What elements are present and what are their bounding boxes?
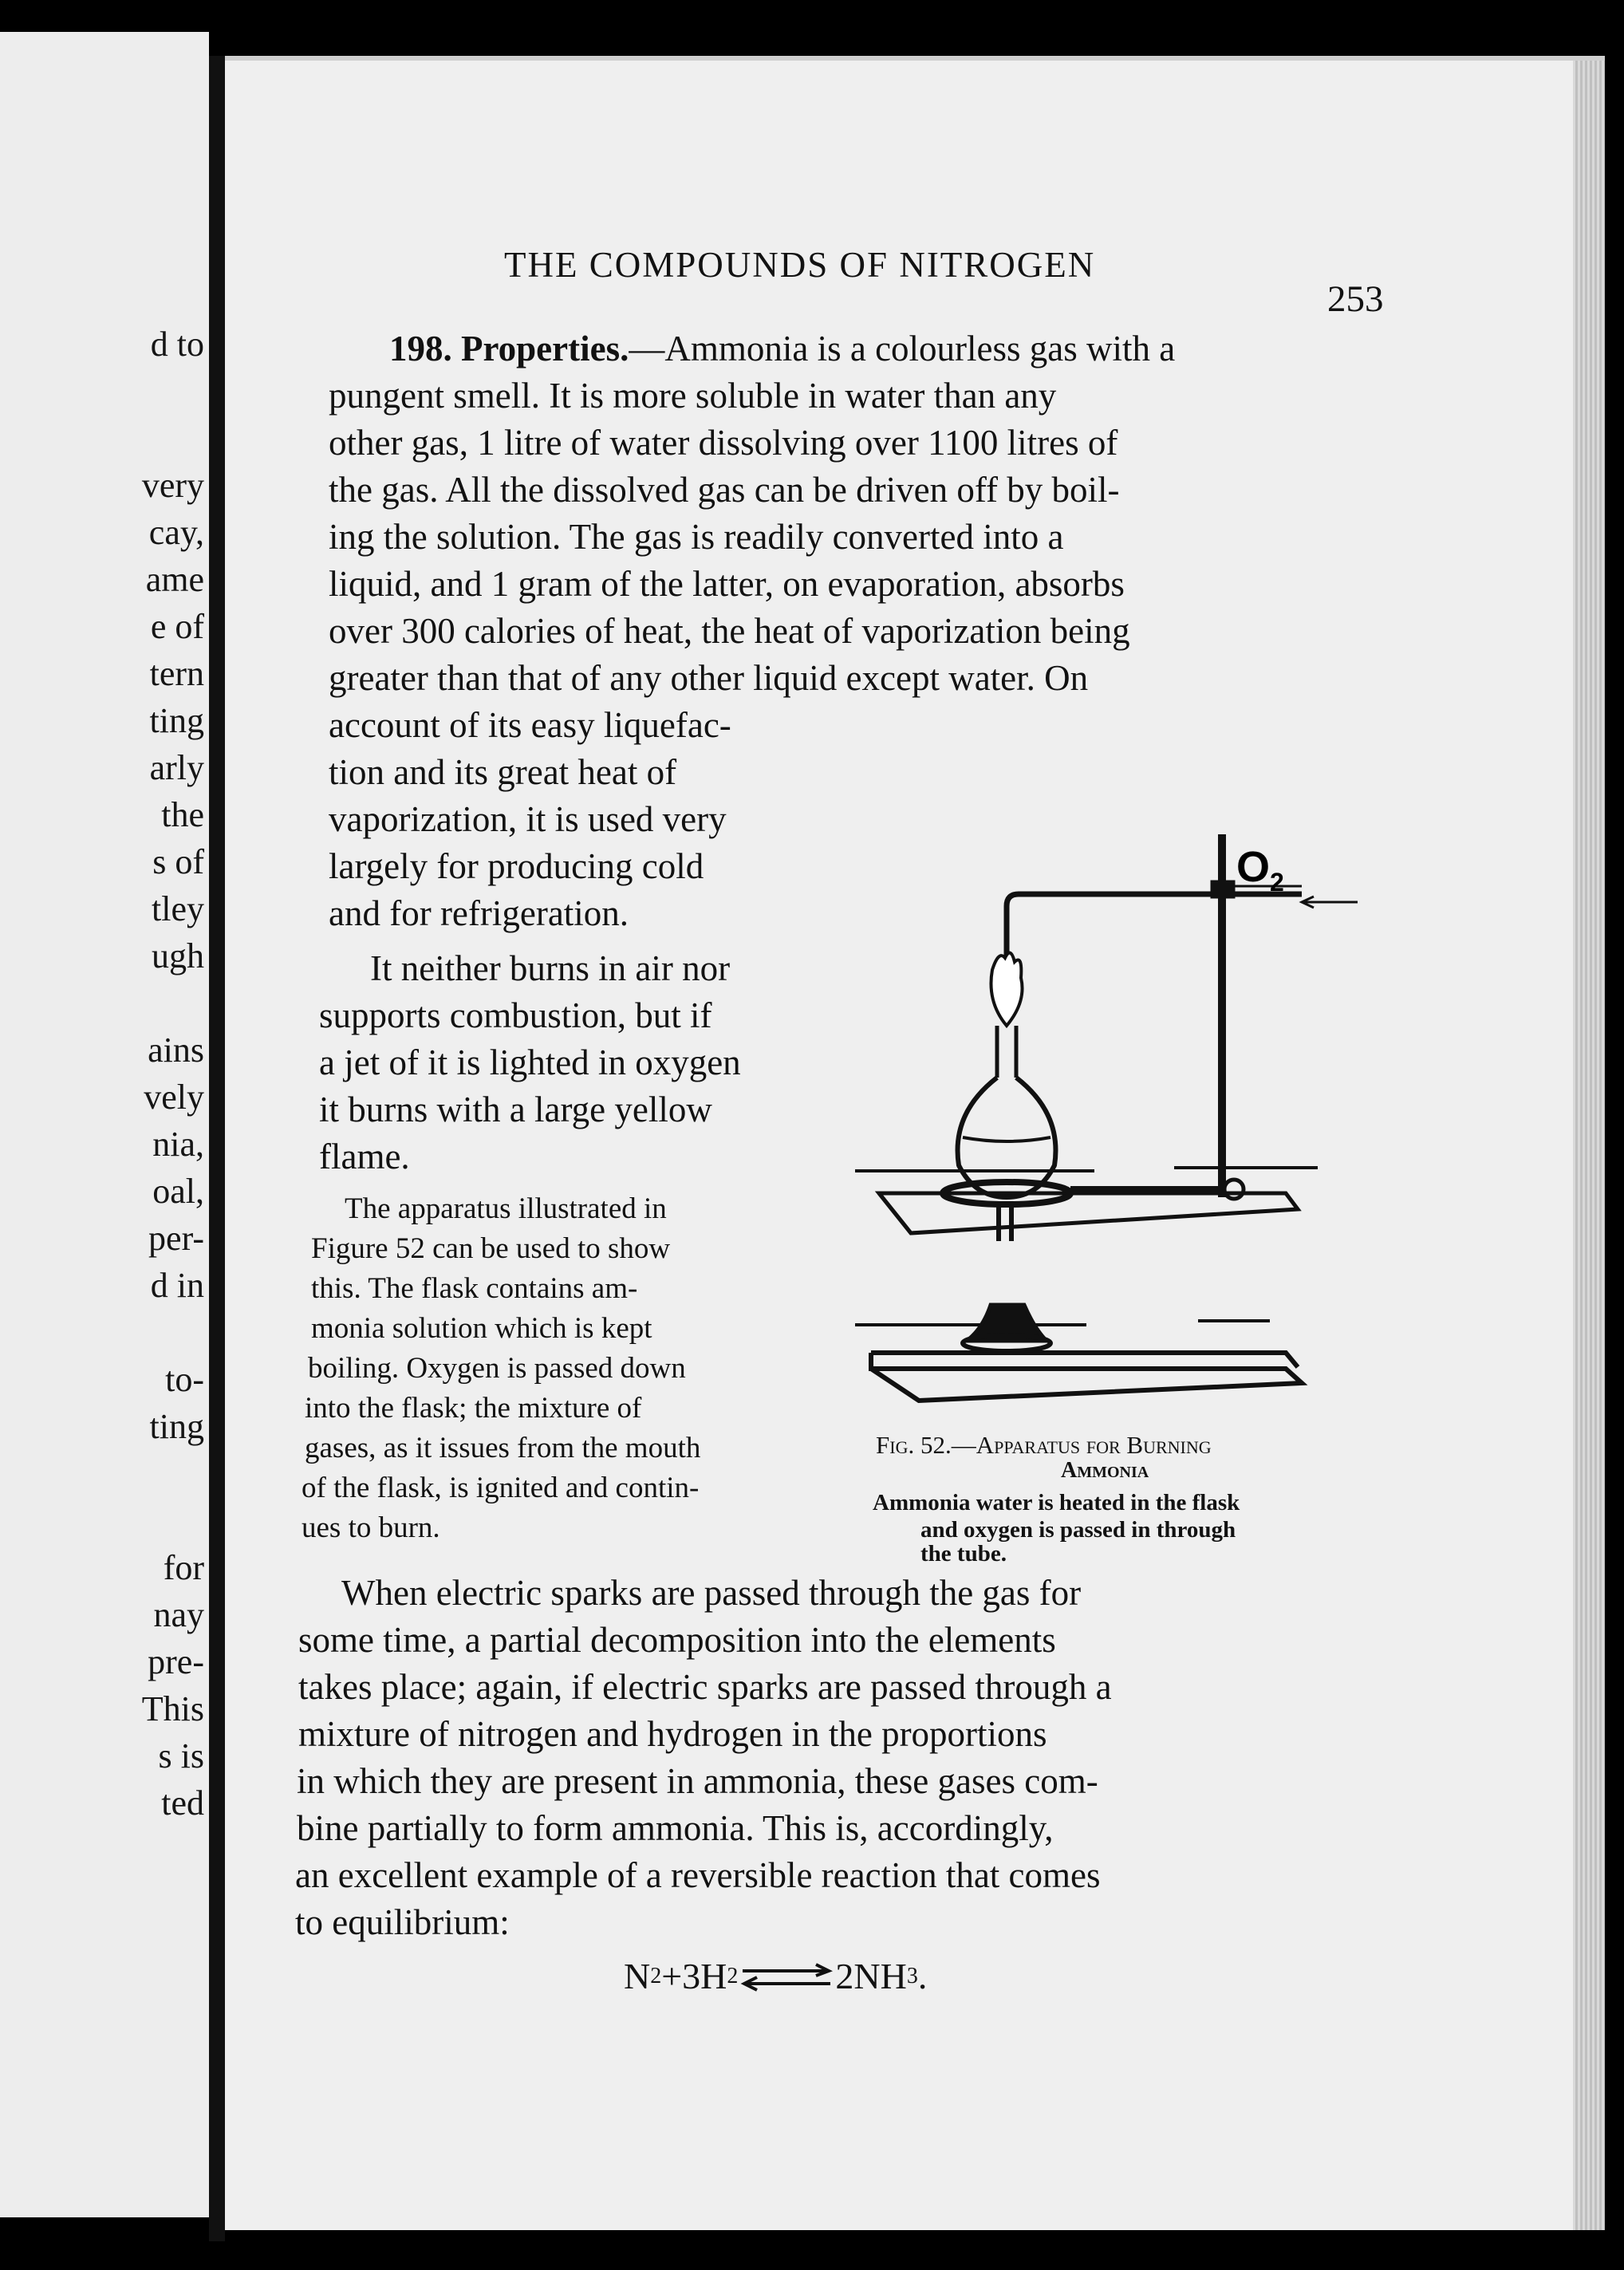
facing-page-fragment: nia, xyxy=(152,1125,204,1164)
equation-term: N xyxy=(624,1956,651,1996)
text-line: some time, a partial decomposition into the elements xyxy=(298,1620,1056,1660)
reversible-reaction-equation xyxy=(624,1955,927,1997)
facing-page-fragment: oal, xyxy=(152,1172,204,1211)
facing-page-fragment: ting xyxy=(149,701,204,740)
facing-page-fragment: arly xyxy=(149,748,204,787)
figure-caption-title: Fig. 52.—Apparatus for Burning xyxy=(876,1431,1212,1459)
apparatus-base xyxy=(855,1169,1366,1409)
facing-page-fragment: ted xyxy=(161,1783,204,1823)
text-line: in which they are present in ammonia, these gases com- xyxy=(297,1761,1098,1801)
book-gutter xyxy=(209,56,225,2241)
facing-page-fragment: vely xyxy=(144,1078,204,1117)
apparatus-lower xyxy=(855,763,1366,954)
facing-page-fragment: ains xyxy=(148,1031,204,1070)
facing-page-fragment: s of xyxy=(152,842,204,881)
facing-page-fragment: per- xyxy=(148,1219,204,1258)
facing-page-fragment: tern xyxy=(149,654,204,693)
text-line: pungent smell. It is more soluble in water than any xyxy=(329,376,1057,416)
text-line: Figure 52 can be used to show xyxy=(311,1232,671,1265)
text-line: The apparatus illustrated in xyxy=(345,1192,667,1225)
oxygen-label: $O_2$ xyxy=(1236,843,1284,897)
running-head: THE COMPOUNDS OF NITROGEN xyxy=(504,245,1096,285)
text-line: supports combustion, but if xyxy=(319,995,712,1035)
text-line: over 300 calories of heat, the heat of vaporization being xyxy=(329,611,1130,651)
equation-term: 2NH xyxy=(835,1956,907,1996)
facing-page-fragment xyxy=(45,1309,204,1356)
text-line: takes place; again, if electric sparks are passed through a xyxy=(298,1667,1112,1707)
figure-caption-text: and oxygen is passed in through xyxy=(920,1517,1236,1543)
text-line: account of its easy liquefac- xyxy=(329,705,731,745)
equation-subscript: 2 xyxy=(727,1963,739,1988)
facing-page-fragment: s is xyxy=(158,1736,204,1775)
facing-page-fragment: tley xyxy=(152,889,204,928)
facing-page-fragment: nay xyxy=(153,1595,204,1634)
reversible-arrows-icon xyxy=(739,1960,834,1993)
text-line xyxy=(389,328,1175,369)
text-line: flame. xyxy=(319,1137,410,1176)
text-line: largely for producing cold xyxy=(329,846,704,886)
facing-page-fragment xyxy=(45,368,204,415)
text-line: of the flask, is ignited and contin- xyxy=(302,1472,700,1504)
text-line: the gas. All the dissolved gas can be driven off by boil- xyxy=(329,470,1120,510)
facing-page-fragment: e of xyxy=(150,607,204,646)
page-edge-stack xyxy=(1573,61,1605,2230)
text-line: and for refrigeration. xyxy=(329,893,629,933)
text-line: other gas, 1 litre of water dissolving over 1100 litres of xyxy=(329,423,1118,463)
facing-page-fragment xyxy=(45,979,204,1027)
facing-page-fragment: for xyxy=(163,1548,204,1587)
facing-page-fragment: to- xyxy=(165,1360,204,1399)
equation-term: . xyxy=(917,1956,928,1996)
facing-page-fragment: This xyxy=(141,1689,204,1728)
text-line: a jet of it is lighted in oxygen xyxy=(319,1042,741,1082)
facing-page-fragment: d to xyxy=(150,325,204,364)
equation-subscript: 3 xyxy=(906,1963,918,1988)
text-line: gases, as it issues from the mouth xyxy=(305,1432,701,1464)
text-line: an excellent example of a reversible reaction that comes xyxy=(295,1855,1101,1895)
equation-term: +3H xyxy=(661,1956,727,1996)
facing-page-fragment: ting xyxy=(149,1407,204,1446)
text-line: ues to burn. xyxy=(302,1511,440,1544)
text-line-content: —Ammonia is a colourless gas with a xyxy=(629,329,1176,368)
figure-caption-text: Ammonia water is heated in the flask xyxy=(873,1490,1240,1515)
facing-page-fragment: the xyxy=(161,795,204,834)
facing-page-fragment: d in xyxy=(150,1266,204,1305)
figure-caption-text: the tube. xyxy=(920,1541,1007,1567)
text-line: boiling. Oxygen is passed down xyxy=(308,1352,686,1385)
section-heading: 198. Properties. xyxy=(389,329,629,368)
text-line: liquid, and 1 gram of the latter, on evaporation, absorbs xyxy=(329,564,1125,604)
text-line: When electric sparks are passed through the gas for xyxy=(341,1573,1082,1613)
facing-page-fragment: ame xyxy=(145,560,204,599)
text-line: bine partially to form ammonia. This is, accordingly, xyxy=(297,1808,1054,1848)
equation-subscript: 2 xyxy=(650,1963,662,1988)
text-line: greater than that of any other liquid except water. On xyxy=(329,658,1089,698)
facing-page-fragment xyxy=(45,1497,204,1544)
facing-page-fragment xyxy=(45,415,204,462)
facing-page-fragment: pre- xyxy=(148,1642,204,1681)
text-line: it burns with a large yellow xyxy=(319,1090,712,1129)
text-line: monia solution which is kept xyxy=(311,1312,652,1345)
facing-page-text-fragments xyxy=(45,321,204,1827)
text-line: to equilibrium: xyxy=(295,1902,510,1942)
facing-page-fragment xyxy=(45,1450,204,1497)
text-line: mixture of nitrogen and hydrogen in the proportions xyxy=(298,1714,1047,1754)
text-line: this. The flask contains am- xyxy=(311,1272,638,1305)
flame xyxy=(991,953,1022,1026)
text-line: tion and its great heat of xyxy=(329,752,677,792)
facing-page-fragment: ugh xyxy=(152,936,204,975)
facing-page-fragment: very xyxy=(141,466,204,505)
page-number: 253 xyxy=(1327,278,1384,320)
text-line: It neither burns in air nor xyxy=(370,948,731,988)
text-line: vaporization, it is used very xyxy=(329,799,727,839)
text-line: into the flask; the mixture of xyxy=(305,1392,642,1425)
text-line: ing the solution. The gas is readily converted into a xyxy=(329,517,1064,557)
figure-caption-title-2: Ammonia xyxy=(1061,1458,1149,1483)
book-page xyxy=(225,56,1605,2230)
facing-page-fragment: cay, xyxy=(148,513,204,552)
facing-page-left xyxy=(0,32,209,2217)
